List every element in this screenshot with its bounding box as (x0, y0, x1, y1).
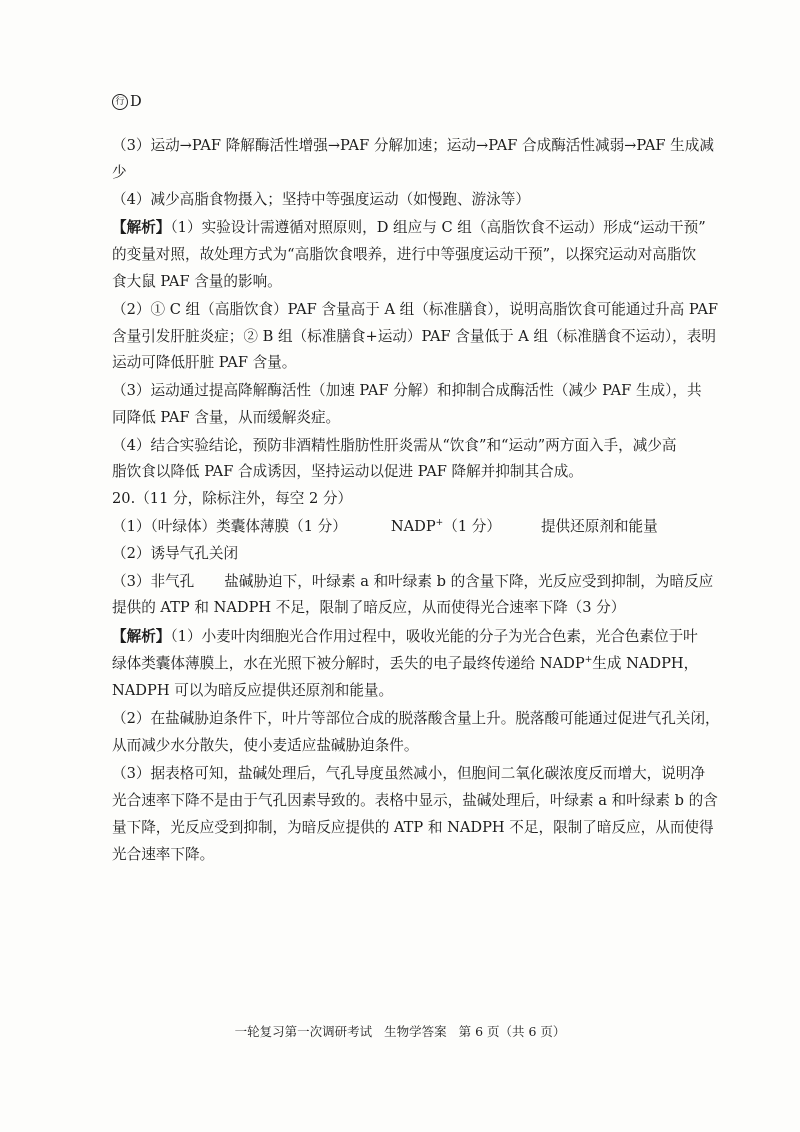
q19-analysis-1-line2: 的变量对照，故处理方式为“高脂饮食喂养，进行中等强度运动干预”，以探究运动对高脂饮 (112, 246, 697, 263)
analysis-tag: 【解析】 (112, 219, 171, 236)
circled-mark-icon: 行 (112, 94, 128, 110)
q19-analysis-4-line1: （4）结合实验结论，预防非酒精性脂肪性肝炎需从“饮食”和“运动”两方面入手，减少高 (112, 437, 677, 454)
footer-subject: 生物学答案 (384, 1024, 447, 1039)
q20-answer-1: （1）（叶绿体）类囊体薄膜（1 分） NADP+（1 分） 提供还原剂和能量 (112, 518, 658, 535)
q20-analysis-2-line1: （2）在盐碱胁迫条件下，叶片等部位合成的脱落酸含量上升。脱落酸可能通过促进气孔关闭， (112, 710, 720, 727)
q20-analysis-1-line2: 绿体类囊体薄膜上，水在光照下被分解时，丢失的电子最终传递给 NADP+生成 NADPH， (112, 655, 699, 672)
q20-answer-3-line2: 提供的 ATP 和 NADPH 不足，限制了暗反应，从而使得光合速率下降（3 分） (112, 599, 626, 616)
q19-answer-3-line1: （3）运动→PAF 降解酶活性增强→PAF 分解加速；运动→PAF 合成酶活性减弱→PAF 生成减 (112, 137, 714, 154)
q20-analysis-2-line2: 从而减少水分散失，使小麦适应盐碱胁迫条件。 (112, 737, 419, 754)
q20-analysis-3-line3: 量下降，光反应受到抑制，为暗反应提供的 ATP 和 NADPH 不足，限制了暗反应，从而使得 (112, 819, 714, 836)
q20-analysis-3-line1: （3）据表格可知，盐碱处理后，气孔导度虽然减小，但胞间二氧化碳浓度反而增大，说明净 (112, 765, 706, 782)
q20-analysis-1-line1: 【解析】（1）小麦叶肉细胞光合作用过程中，吸收光能的分子为光合色素，光合色素位于叶 (112, 628, 698, 645)
q19-analysis-2-line3: 运动可降低肝脏 PAF 含量。 (112, 354, 297, 371)
q19-analysis-4-line2: 脂饮食以降低 PAF 合成诱因，坚持运动以促进 PAF 降解并抑制其合成。 (112, 463, 583, 480)
q20-answer-3-line1: （3）非气孔 盐碱胁迫下，叶绿素 a 和叶绿素 b 的含量下降，光反应受到抑制，为暗反应 (112, 573, 714, 590)
footer-exam-name: 一轮复习第一次调研考试 (234, 1024, 373, 1039)
q19-analysis-2-line1: （2）① C 组（高脂饮食）PAF 含量高于 A 组（标准膳食），说明高脂饮食可能通过升高 PAF (112, 301, 719, 318)
q20-analysis-3-line4: 光合速率下降。 (112, 846, 215, 863)
q19-analysis-2-line2: 含量引发肝脏炎症；② B 组（标准膳食+运动）PAF 含量低于 A 组（标准膳食不运动），表明 (112, 328, 716, 345)
q20-heading: 20.（11 分，除标注外，每空 2 分） (112, 490, 353, 507)
footer-page-number: 第 6 页（共 6 页） (458, 1024, 566, 1039)
q20-answer-2: （2）诱导气孔关闭 (112, 545, 239, 562)
q19-analysis-3-line2: 同降低 PAF 含量，从而缓解炎症。 (112, 409, 341, 426)
q19-analysis-3-line1: （3）运动通过提高降解酶活性（加速 PAF 分解）和抑制合成酶活性（减少 PAF 生成），共 (112, 382, 702, 399)
previous-answer-fragment: 行 D (112, 92, 702, 112)
page-footer (0, 1022, 800, 1040)
q20-analysis-1-line3: NADPH 可以为暗反应提供还原剂和能量。 (112, 682, 394, 699)
q19-analysis-1-line3: 食大鼠 PAF 含量的影响。 (112, 273, 282, 290)
q19-answer-4: （4）减少高脂食物摄入；坚持中等强度运动（如慢跑、游泳等） (112, 191, 530, 208)
q20-analysis-3-line2: 光合速率下降不是由于气孔因素导致的。表格中显示，盐碱处理后，叶绿素 a 和叶绿素 b 的含 (112, 792, 718, 809)
q19-answer-3-line2: 少 (112, 164, 127, 181)
analysis-tag: 【解析】 (112, 628, 171, 645)
q19-analysis-1-line1: 【解析】（1）实验设计需遵循对照原则，D 组应与 C 组（高脂饮食不运动）形成“运动干预” (112, 219, 706, 236)
